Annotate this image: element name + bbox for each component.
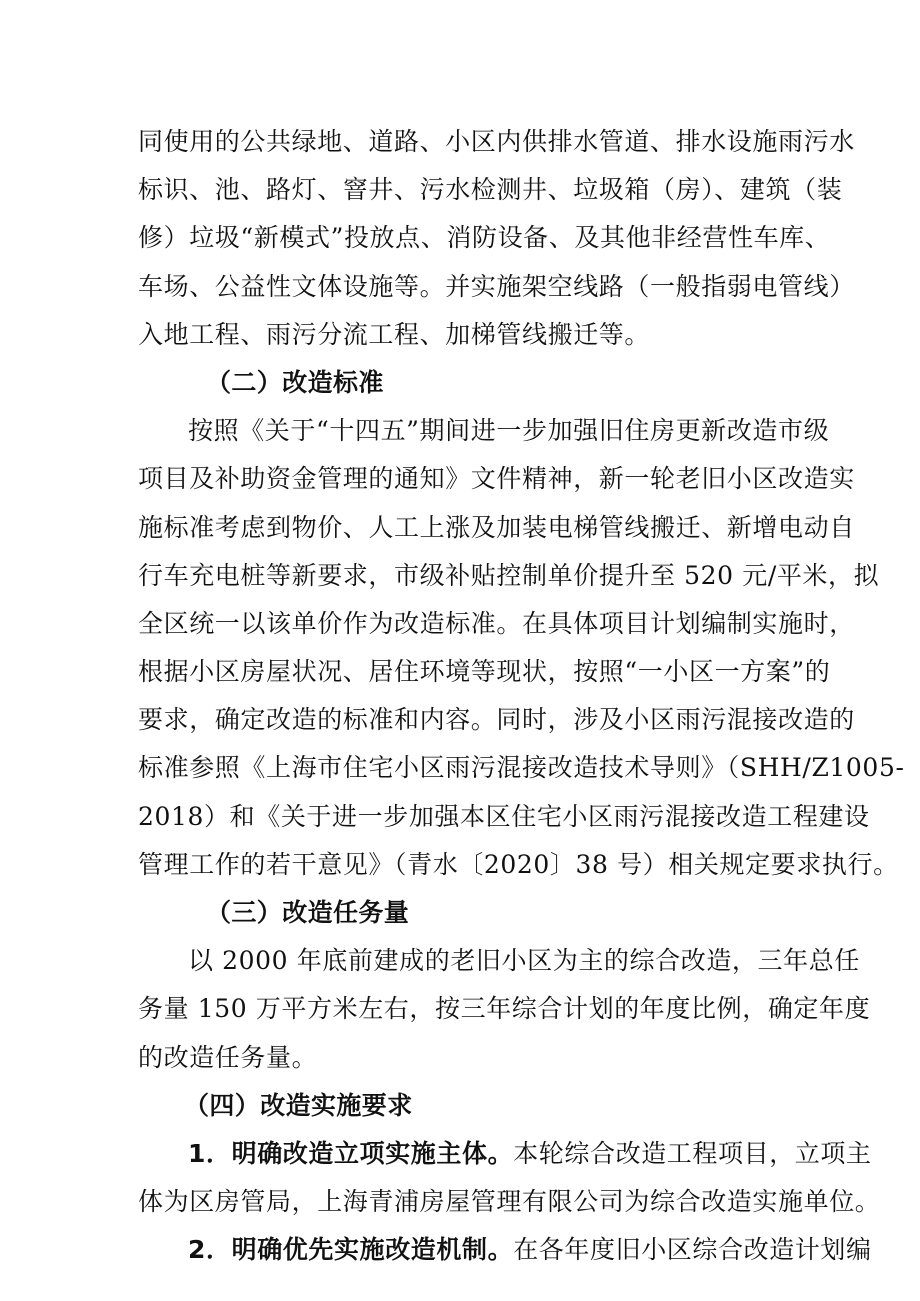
body-line: 体为区房管局，上海青浦房屋管理有限公司为综合改造实施单位。 — [138, 1187, 881, 1217]
body-line: 根据小区房屋状况、居住环境等现状，按照“一小区一方案”的 — [138, 657, 831, 687]
body-line: 行车充电桩等新要求，市级补贴控制单价提升至 520 元/平米，拟 — [138, 560, 880, 590]
item-lead: 2．明确优先实施改造机制。 — [188, 1235, 514, 1265]
section-heading: （三）改造任务量 — [206, 898, 410, 927]
document-page — [138, 118, 905, 1275]
body-line: 务量 150 万平方米左右，按三年综合计划的年度比例，确定年度 — [138, 994, 871, 1024]
body-line: 以 2000 年底前建成的老旧小区为主的综合改造，三年总任 — [188, 946, 860, 976]
body-line: 管理工作的若干意见》（青水〔2020〕38 号）相关规定要求执行。 — [138, 849, 899, 879]
body-line-last: 的改造任务量。 — [138, 1042, 318, 1072]
item-text: 本轮综合改造工程项目，立项主 — [513, 1138, 872, 1168]
body-line: 要求，确定改造的标准和内容。同时，涉及小区雨污混接改造的 — [138, 705, 855, 735]
body-line: 标识、池、路灯、窨井、污水检测井、垃圾箱（房）、建筑（装 — [138, 175, 843, 205]
section-heading: （二）改造标准 — [206, 367, 384, 397]
body-line: 全区统一以该单价作为改造标准。在具体项目计划编制实施时， — [138, 608, 855, 638]
body-line: 车场、公益性文体设施等。并实施架空线路（一般指弱电管线） — [138, 271, 855, 301]
body-line: 修）垃圾“新模式”投放点、消防设备、及其他非经营性车库、 — [138, 223, 831, 253]
body-line: 项目及补助资金管理的通知》文件精神，新一轮老旧小区改造实 — [138, 464, 855, 494]
body-line: 施标准考虑到物价、人工上涨及加装电梯管线搬迁、新增电动自 — [138, 512, 855, 542]
body-line: 按照《关于“十四五”期间进一步加强旧住房更新改造市级 — [188, 416, 830, 446]
item-lead: 1．明确改造立项实施主体。 — [188, 1138, 514, 1168]
section-heading: （四）改造实施要求 — [184, 1090, 413, 1120]
body-line-last: 入地工程、雨污分流工程、加梯管线搬迁等。 — [138, 319, 651, 349]
numbered-item — [138, 1226, 872, 1274]
numbered-item — [138, 1130, 872, 1178]
body-line: 标准参照《上海市住宅小区雨污混接改造技术导则》（SHH/Z1005- — [138, 753, 905, 783]
item-text: 在各年度旧小区综合改造计划编 — [513, 1235, 872, 1265]
body-line: 2018）和《关于进一步加强本区住宅小区雨污混接改造工程建设 — [138, 801, 870, 831]
body-line: 同使用的公共绿地、道路、小区内供排水管道、排水设施雨污水 — [138, 127, 855, 156]
